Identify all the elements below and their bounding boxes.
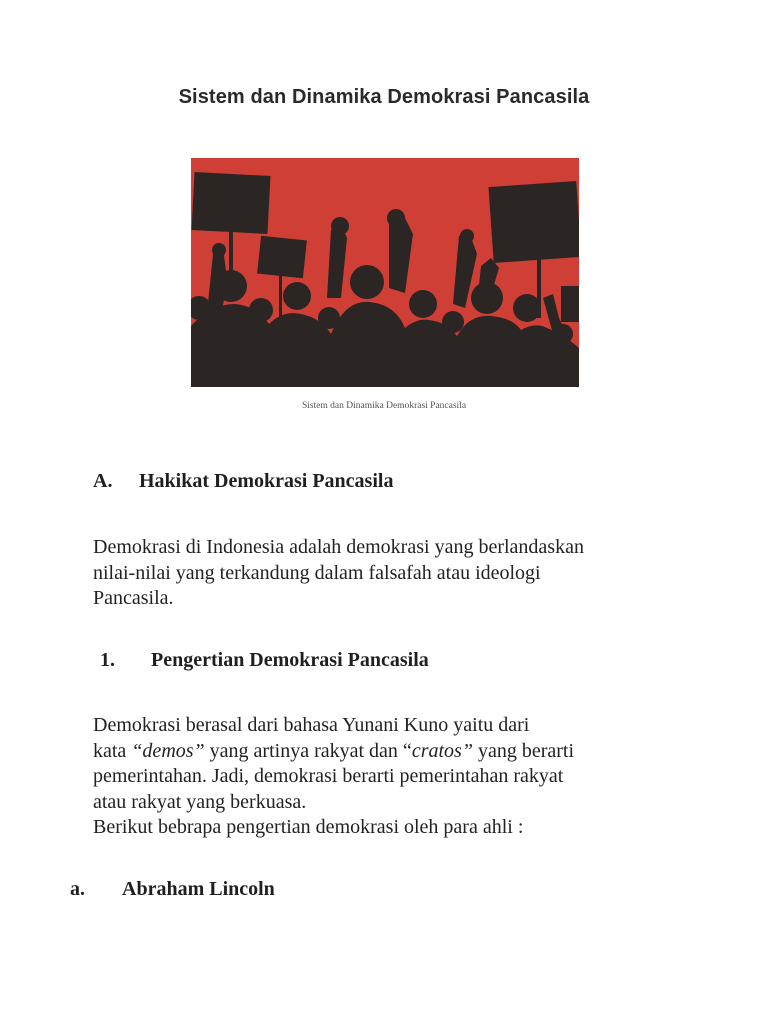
paragraph-line [93,739,693,765]
section-1-heading [100,649,429,672]
line-text: yang artinya rakyat dan “ [204,739,412,762]
section-a-sub-heading [70,878,275,901]
paragraph-line: pemerintahan. Jadi, demokrasi berarti pemerintahan rakyat [93,765,564,787]
document-title: Sistem dan Dinamika Demokrasi Pancasila [178,86,590,108]
paragraph-line: atau rakyat yang berkuasa. [93,790,307,813]
paragraph-line: Demokrasi di Indonesia adalah demokrasi yang berlandaskan [93,536,584,558]
section-a-paragraph [93,535,693,612]
paragraph-line: Berikut bebrapa pengertian demokrasi oleh para ahli : [93,816,524,838]
section-a-sub-marker: a. [70,878,85,900]
section-1-marker: 1. [100,649,115,671]
section-a-title: Hakikat Demokrasi Pancasila [139,470,394,492]
line-text: kata [93,739,132,762]
paragraph-line: Demokrasi berasal dari bahasa Yunani Kuno yaitu dari [93,714,530,736]
image-caption: Sistem dan Dinamika Demokrasi Pancasila [301,401,467,411]
section-a-marker: A. [93,470,113,492]
section-a-sub-title: Abraham Lincoln [122,878,275,900]
section-a-heading [93,470,393,493]
section-1-paragraph [93,713,693,841]
section-1-title: Pengertian Demokrasi Pancasila [151,649,429,671]
paragraph-line: Pancasila. [93,587,174,609]
protest-silhouette-image [191,158,579,387]
line-text: yang berarti [472,739,575,762]
term-demos: “demos” [131,739,205,762]
term-cratos: cratos” [411,739,473,762]
paragraph-line: nilai-nilai yang terkandung dalam falsafah atau ideologi [93,561,541,584]
